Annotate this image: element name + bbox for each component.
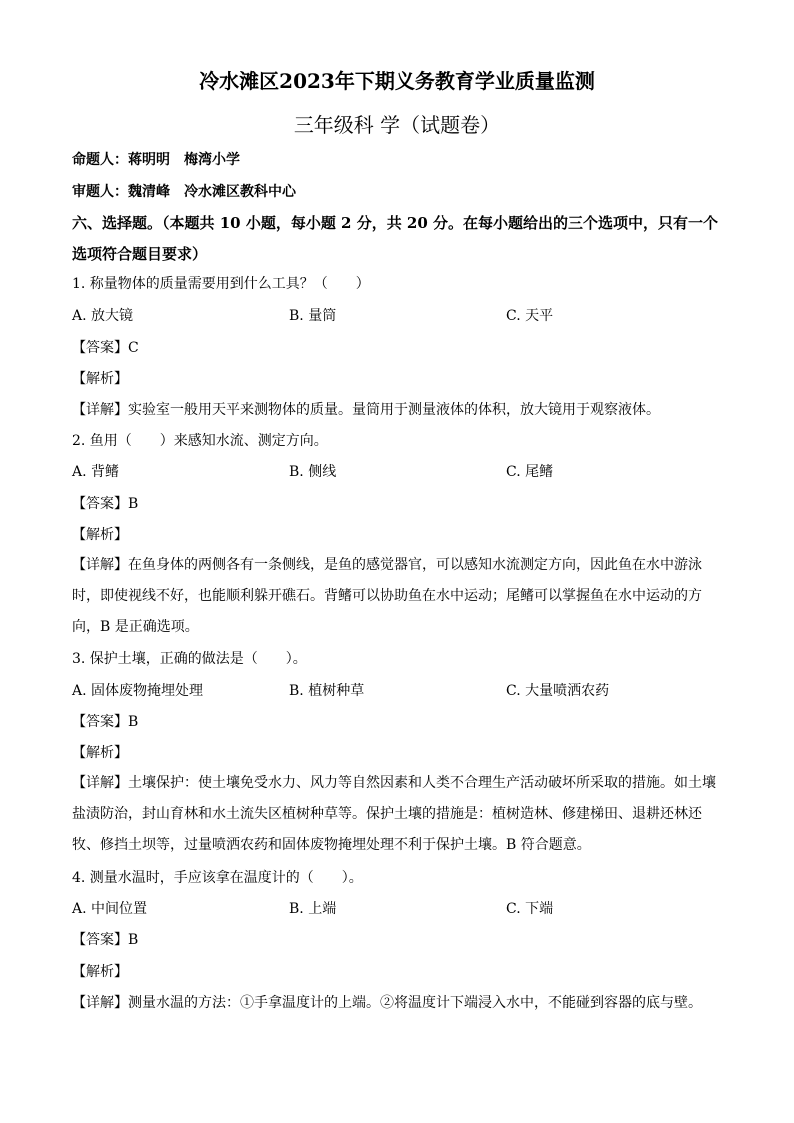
page-title: 冷水滩区2023年下期义务教育学业质量监测 [199,69,595,93]
analysis-label: 【解析】 [72,371,128,387]
page-subtitle: 三年级科 学（试题卷） [293,113,501,137]
reviewer-line: 审题人：魏清峰 冷水滩区教科中心 [72,184,296,200]
answer-line: 【答案】C [72,340,139,356]
option-b: B. 植树种草 [289,683,365,699]
analysis-label: 【解析】 [72,964,128,980]
option-c: C. 下端 [506,901,554,917]
option-a: A. 放大镜 [72,308,134,324]
option-a: A. 中间位置 [72,901,148,917]
option-a: A. 背鳍 [72,464,120,480]
analysis-label: 【解析】 [72,527,128,543]
option-b: B. 侧线 [289,464,337,480]
author-line: 命题人：蒋明明 梅湾小学 [72,152,240,168]
detail-text: 【详解】测量水温的方法：①手拿温度计的上端。②将温度计下端浸入水中，不能碰到容器的底与壁。 [72,995,702,1011]
analysis-label: 【解析】 [72,745,128,761]
question-stem: 1. 称量物体的质量需要用到什么工具？（ ） [72,276,370,292]
option-c: C. 天平 [506,308,554,324]
detail-text: 【详解】实验室一般用天平来测物体的质量。量筒用于测量液体的体积，放大镜用于观察液体。 [72,402,660,418]
question-stem: 2. 鱼用（ ）来感知水流、测定方向。 [72,433,328,449]
detail-text: 【详解】土壤保护：使土壤免受水力、风力等自然因素和人类不合理生产活动破坏所采取的措施。如土壤盐渍防治，封山育林和水土流失区植树种草等。保护土壤的措施是：植树造林、修建梯田、退耕还林还牧、修挡土坝等，过量喷洒农药和固体废物掩埋处理不利于保护土壤。B 符合题意。 [72,775,716,853]
option-a: A. 固体废物掩埋处理 [72,683,204,699]
answer-line: 【答案】B [72,496,139,512]
answer-line: 【答案】B [72,714,139,730]
option-c: C. 尾鳍 [506,464,554,480]
detail-text: 【详解】在鱼身体的两侧各有一条侧线，是鱼的感觉器官，可以感知水流测定方向，因此鱼在水中游泳时，即使视线不好，也能顺利躲开礁石。背鳍可以协助鱼在水中运动；尾鳍可以掌握鱼在水中运动的方向，B 是正确选项。 [72,557,702,635]
answer-line: 【答案】B [72,932,139,948]
option-c: C. 大量喷洒农药 [506,683,610,699]
section-heading: 六、选择题。（本题共 10 小题，每小题 2 分，共 20 分。在每小题给出的三个选项中，只有一个选项符合题目要求） [72,214,719,263]
question-stem: 3. 保护土壤，正确的做法是（ ）。 [72,651,307,667]
question-stem: 4. 测量水温时，手应该拿在温度计的（ ）。 [72,870,363,886]
option-b: B. 上端 [289,901,337,917]
option-b: B. 量筒 [289,308,337,324]
